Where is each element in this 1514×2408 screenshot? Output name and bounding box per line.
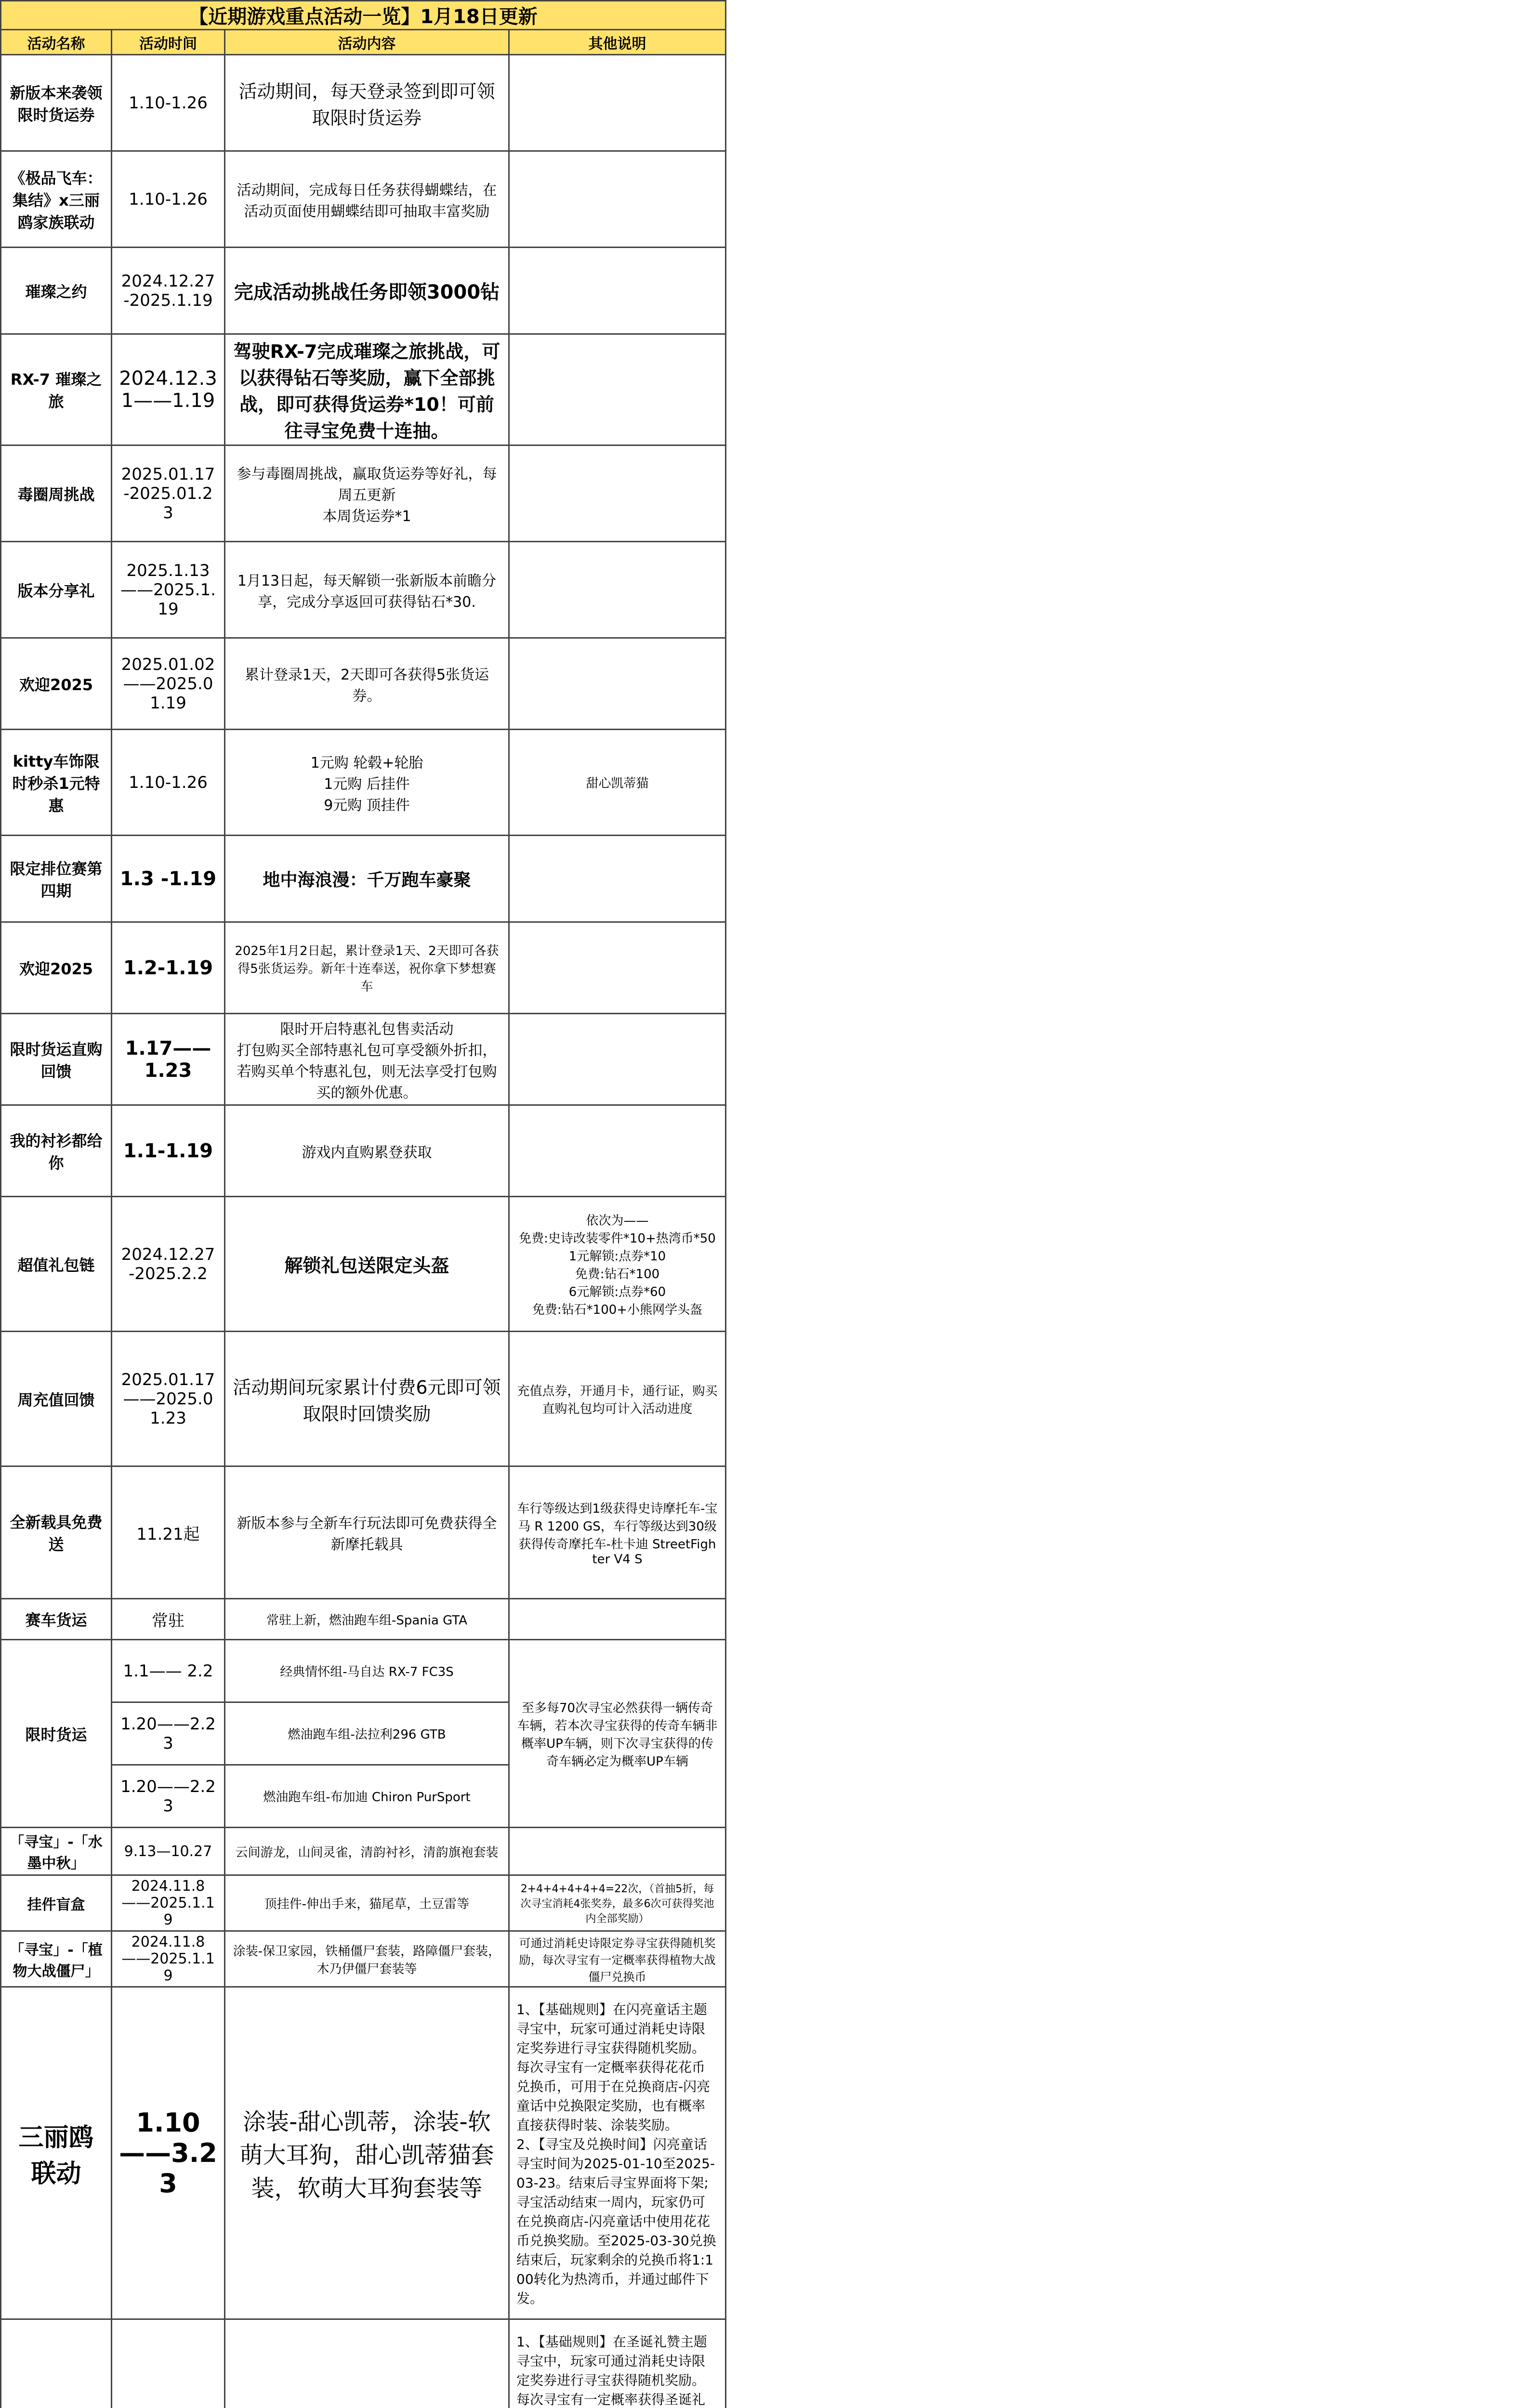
row-name: 三丽鸥联动 <box>1 1987 112 2319</box>
row-note: 1、【基础规则】在圣诞礼赞主题寻宝中，玩家可通过消耗史诗限定奖券进行寻宝获得随机奖励。每次寻宝有一定概率获得圣诞礼 <box>509 2319 726 2408</box>
group-name: 限时货运 <box>1 1640 112 1828</box>
row-name: 璀璨之约 <box>1 248 112 334</box>
row-name: 限定排位赛第四期 <box>1 836 112 922</box>
row-time: 2025.1.13——2025.1.19 <box>112 542 225 638</box>
table-row <box>1 1987 1514 2319</box>
row-content: 2025年1月2日起，累计登录1天、2天即可各获得5张货运券。新年十连奉送，祝你拿下梦想赛车 <box>225 922 509 1014</box>
table-row <box>1 638 1514 730</box>
row-name: 《极品飞车：集结》x三丽鸥家族联动 <box>1 151 112 248</box>
row-time <box>112 2319 225 2408</box>
table-row <box>1 2319 1514 2408</box>
row-content <box>225 2319 509 2408</box>
row-content: 解锁礼包送限定头盔 <box>225 1197 509 1332</box>
row-note: 依次为—— 免费:史诗改装零件*10+热湾币*50 1元解锁:点券*10 免费:钻石*100 6元解锁:点券*60 免费:钻石*100+小熊网学头盔 <box>509 1197 726 1332</box>
row-time: 1.20——2.23 <box>112 1702 225 1765</box>
row-note: 2+4+4+4+4+4=22次，（首抽5折，每次寻宝消耗4张奖券，最多6次可获得奖池内全部奖励） <box>509 1875 726 1931</box>
table-row <box>1 248 1514 334</box>
row-note <box>509 55 726 151</box>
row-name: 欢迎2025 <box>1 922 112 1014</box>
table-row <box>1 1702 1514 1765</box>
row-content: 顶挂件-伸出手来，猫尾草，土豆雷等 <box>225 1875 509 1931</box>
row-name: RX-7 璀璨之旅 <box>1 334 112 445</box>
table-row <box>1 1466 1514 1599</box>
row-time: 2024.11.8——2025.1.19 <box>112 1875 225 1931</box>
row-note: 车行等级达到1级获得史诗摩托车-宝马 R 1200 GS，车行等级达到30级获得传奇摩托车-杜卡迪 StreetFighter V4 S <box>509 1466 726 1599</box>
table-row <box>1 730 1514 836</box>
table-row <box>1 334 1514 445</box>
row-content: 活动期间玩家累计付费6元即可领取限时回馈奖励 <box>225 1332 509 1466</box>
table-row <box>1 542 1514 638</box>
row-note <box>509 334 726 445</box>
row-time: 2024.11.8——2025.1.19 <box>112 1931 225 1987</box>
table-row <box>1 1875 1514 1931</box>
row-note: 可通过消耗史诗限定券寻宝获得随机奖励，每次寻宝有一定概率获得植物大战僵尸兑换币 <box>509 1931 726 1987</box>
table-row <box>1 1332 1514 1466</box>
row-content: 常驻上新，燃油跑车组-Spania GTA <box>225 1599 509 1640</box>
row-note <box>509 1105 726 1197</box>
header-content: 活动内容 <box>225 30 509 55</box>
row-time: 2025.01.02——2025.01.19 <box>112 638 225 730</box>
table-row <box>1 1197 1514 1332</box>
row-content: 限时开启特惠礼包售卖活动 打包购买全部特惠礼包可享受额外折扣，若购买单个特惠礼包，则无法享受打包购买的额外优惠。 <box>225 1014 509 1105</box>
row-name: 新版本来袭领限时货运券 <box>1 55 112 151</box>
row-content: 涂装-甜心凯蒂，涂装-软萌大耳狗，甜心凯蒂猫套装，软萌大耳狗套装等 <box>225 1987 509 2319</box>
row-time: 1.3 -1.19 <box>112 836 225 922</box>
table-row <box>1 55 1514 151</box>
table-row <box>1 1931 1514 1987</box>
table-row <box>1 151 1514 248</box>
row-time: 2025.01.17-2025.01.23 <box>112 445 225 542</box>
row-content: 涂装-保卫家园，铁桶僵尸套装，路障僵尸套装，木乃伊僵尸套装等 <box>225 1931 509 1987</box>
table-row <box>1 445 1514 542</box>
table-row <box>1 1640 1514 1702</box>
table-row <box>1 1014 1514 1105</box>
table-row <box>1 1105 1514 1197</box>
row-time: 2024.12.27-2025.2.2 <box>112 1197 225 1332</box>
row-content: 游戏内直购累登获取 <box>225 1105 509 1197</box>
row-content: 活动期间，完成每日任务获得蝴蝶结，在活动页面使用蝴蝶结即可抽取丰富奖励 <box>225 151 509 248</box>
row-note: 甜心凯蒂猫 <box>509 730 726 836</box>
row-note <box>509 836 726 922</box>
row-time: 1.2-1.19 <box>112 922 225 1014</box>
row-time: 2025.01.17——2025.01.23 <box>112 1332 225 1466</box>
table-row <box>1 1765 1514 1828</box>
row-content: 参与毒圈周挑战，赢取货运券等好礼，每周五更新 本周货运券*1 <box>225 445 509 542</box>
row-content: 云间游龙，山间灵雀，清韵衬衫，清韵旗袍套装 <box>225 1828 509 1875</box>
table-row <box>1 922 1514 1014</box>
row-time: 11.21起 <box>112 1466 225 1599</box>
row-content: 经典情怀组-马自达 RX-7 FC3S <box>225 1640 509 1702</box>
row-time: 2024.12.27-2025.1.19 <box>112 248 225 334</box>
row-time: 常驻 <box>112 1599 225 1640</box>
group-note: 至多每70次寻宝必然获得一辆传奇车辆，若本次寻宝获得的传奇车辆非概率UP车辆，则下次寻宝获得的传奇车辆必定为概率UP车辆 <box>509 1640 726 1828</box>
row-name: 全新载具免费送 <box>1 1466 112 1599</box>
row-time: 1.10-1.26 <box>112 730 225 836</box>
row-name: 超值礼包链 <box>1 1197 112 1332</box>
table-row <box>1 1599 1514 1640</box>
header-time: 活动时间 <box>112 30 225 55</box>
table-row <box>1 836 1514 922</box>
row-name: kitty车饰限时秒杀1元特惠 <box>1 730 112 836</box>
row-note <box>509 1014 726 1105</box>
header-name: 活动名称 <box>1 30 112 55</box>
row-name: 「寻宝」-「水墨中秋」 <box>1 1828 112 1875</box>
row-time: 1.10——3.23 <box>112 1987 225 2319</box>
row-note <box>509 922 726 1014</box>
row-time: 9.13—10.27 <box>112 1828 225 1875</box>
row-content: 1月13日起，每天解锁一张新版本前瞻分享，完成分享返回可获得钻石*30. <box>225 542 509 638</box>
row-note <box>509 1828 726 1875</box>
row-name: 毒圈周挑战 <box>1 445 112 542</box>
row-note <box>509 445 726 542</box>
row-note: 1、【基础规则】在闪亮童话主题寻宝中，玩家可通过消耗史诗限定奖券进行寻宝获得随机奖励。每次寻宝有一定概率获得花花币兑换币，可用于在兑换商店-闪亮童话中兑换限定奖励，也有概率直接获得时装、涂装奖励。 2、【寻宝及兑换时间】闪亮童话寻宝时间为2025-01-10至2025-03-23。结束后寻宝界面将下架;寻宝活动结束一周内，玩家仍可在兑换商店-闪亮童话中使用花花币兑换奖励。至2025-03-30兑换结束后，玩家剩余的兑换币将1:100转化为热湾币，并通过邮件下发。 <box>509 1987 726 2319</box>
table-row <box>1 1828 1514 1875</box>
row-name: 版本分享礼 <box>1 542 112 638</box>
row-note <box>509 151 726 248</box>
row-content: 燃油跑车组-法拉利296 GTB <box>225 1702 509 1765</box>
row-name: 我的衬衫都给你 <box>1 1105 112 1197</box>
row-name <box>1 2319 112 2408</box>
row-time: 1.20——2.23 <box>112 1765 225 1828</box>
row-note <box>509 638 726 730</box>
sheet-title: 【近期游戏重点活动一览】1月18日更新 <box>1 1 726 30</box>
header-note: 其他说明 <box>509 30 726 55</box>
row-time: 2024.12.31——1.19 <box>112 334 225 445</box>
row-content: 燃油跑车组-布加迪 Chiron PurSport <box>225 1765 509 1828</box>
row-content: 地中海浪漫：千万跑车豪聚 <box>225 836 509 922</box>
row-time: 1.17——1.23 <box>112 1014 225 1105</box>
row-name: 「寻宝」-「植物大战僵尸」 <box>1 1931 112 1987</box>
row-note: 充值点券，开通月卡，通行证，购买直购礼包均可计入活动进度 <box>509 1332 726 1466</box>
row-name: 欢迎2025 <box>1 638 112 730</box>
row-name: 挂件盲盒 <box>1 1875 112 1931</box>
row-time: 1.1—— 2.2 <box>112 1640 225 1702</box>
row-content: 驾驶RX-7完成璀璨之旅挑战，可以获得钻石等奖励，赢下全部挑战，即可获得货运券*10！可前往寻宝免费十连抽。 <box>225 334 509 445</box>
row-note <box>509 248 726 334</box>
row-content: 累计登录1天，2天即可各获得5张货运券。 <box>225 638 509 730</box>
row-content: 完成活动挑战任务即领3000钻 <box>225 248 509 334</box>
row-name: 赛车货运 <box>1 1599 112 1640</box>
row-time: 1.1-1.19 <box>112 1105 225 1197</box>
row-content: 活动期间，每天登录签到即可领取限时货运券 <box>225 55 509 151</box>
row-time: 1.10-1.26 <box>112 55 225 151</box>
row-note <box>509 542 726 638</box>
row-time: 1.10-1.26 <box>112 151 225 248</box>
row-name: 限时货运直购回馈 <box>1 1014 112 1105</box>
row-content: 1元购 轮毂+轮胎 1元购 后挂件 9元购 顶挂件 <box>225 730 509 836</box>
row-content: 新版本参与全新车行玩法即可免费获得全新摩托载具 <box>225 1466 509 1599</box>
row-name: 周充值回馈 <box>1 1332 112 1466</box>
row-note <box>509 1599 726 1640</box>
